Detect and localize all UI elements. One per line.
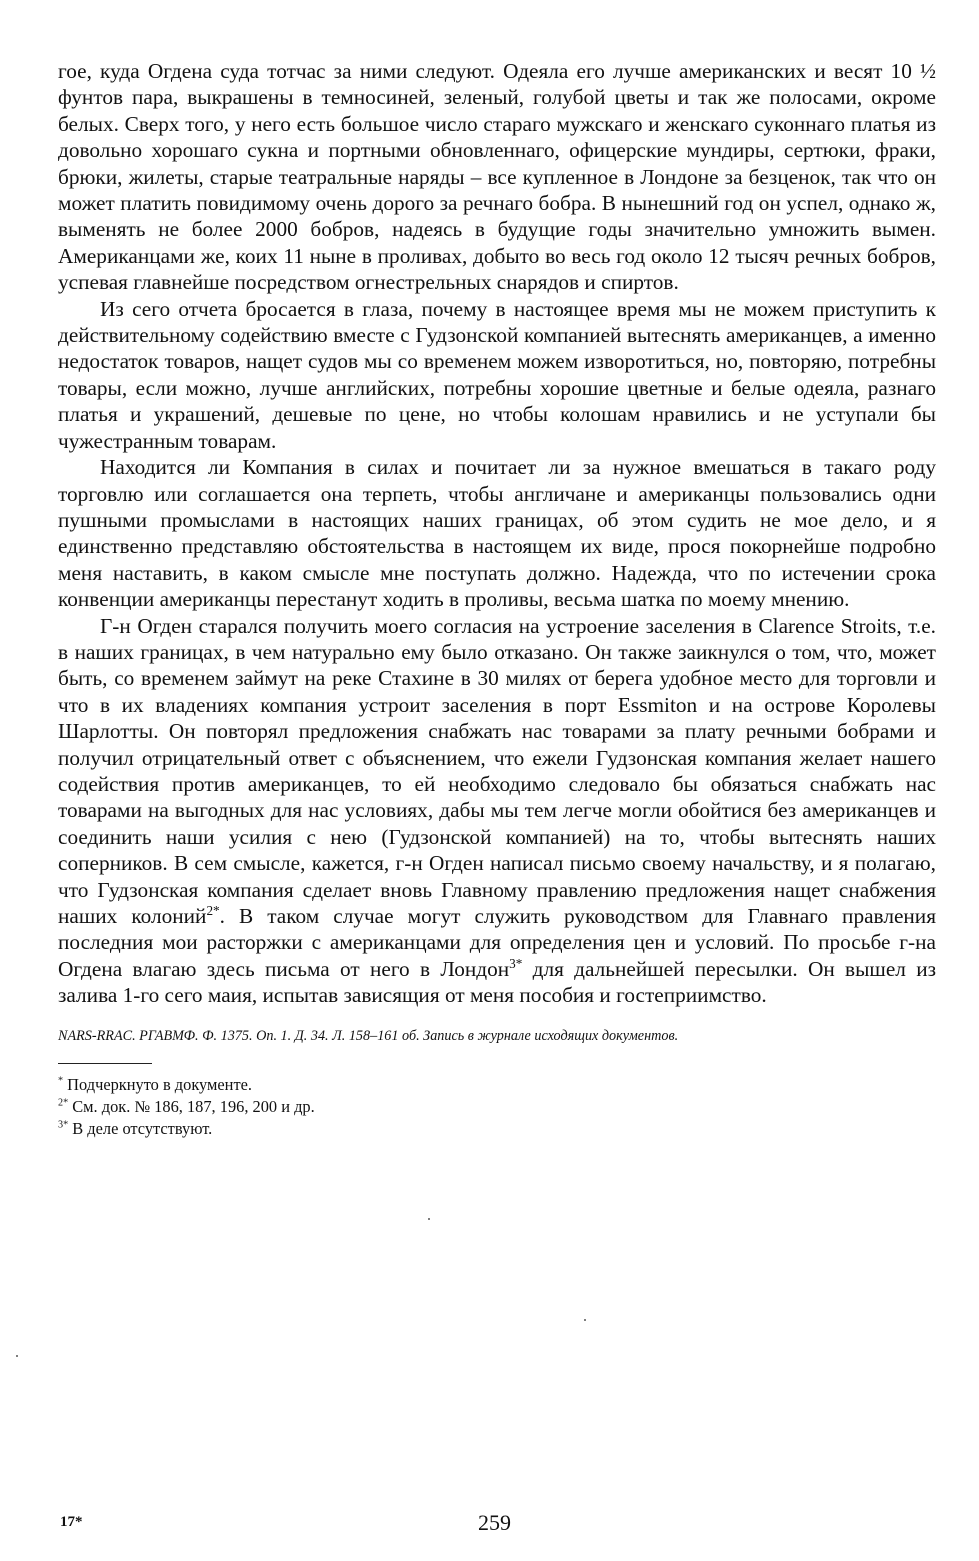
signature-mark: 17* (60, 1514, 83, 1530)
paragraph-3: Находится ли Компания в силах и почитает ли за нужное вмешаться в такаго роду торговлю или соглашается она терпеть, чтобы англичане и американцы пользовались одни пушными промыслами в настоящих наших границах, об этом судить не мое дело, и я единственно представляю обстоятельства в настоящем их виде, прося покорнейше подробно меня наставить, в каком смысле мне поступать должно. Надежда, что по истечении срока конвенции американцы перестанут ходить в проливы, весьма шатка по моему мнению. (58, 455, 936, 612)
scan-speck (16, 1355, 18, 1357)
scan-speck (428, 1218, 430, 1220)
paragraph-4-part-2: . В таком случае могут служить руководством для Главнаго правления последния мои расторжки с американцами для определения цен и условий. По просьбе г-на Огдена влагаю здесь письма от него в Лондон (58, 904, 936, 981)
footnote-mark: 2* (58, 1097, 69, 1109)
footnote-text: Подчеркнуто в документе. (63, 1074, 252, 1094)
footnote-3 (58, 1118, 936, 1140)
footnote-mark: * (58, 1075, 64, 1087)
footnote-divider (58, 1063, 152, 1064)
paragraph-4-part-1: Г-н Огден старался получить моего согласия на устроение заселения в Clarence Stroits, т.е. в наших границах, в чем натурально ему было отказано. Он также заикнулся о том, что, может быть, со временем займут на реке Стахине в 30 милях от берега удобное место для торговли и что в их владениях компания устроит заселения в порт Essmiton и на острове Королевы Шарлотты. Он повторял предложения снабжать нас товарами за плату речными бобрами и получил отрицательный ответ с объяснением, что ежели Гудзонская компания желает нашего содействия против американцев, то ей необходимо следовало бы обязаться снабжать нас товарами на выгодных для нас условиях, дабы мы тем легче могли обойтися без американцев и соединить наши усилия с нею (Гудзонской компанией) на то, чтобы вытеснять наших соперников. В сем смысле, кажется, г-н Огден написал письмо своему начальству, и я полагаю, что Гудзонская компания сделает вновь Главному правлению предложения нащет снабжения наших колоний (58, 613, 936, 928)
footnote-text: В деле отсутствуют. (68, 1118, 213, 1138)
archival-source-note: NARS-RRAC. РГАВМФ. Ф. 1375. Оп. 1. Д. 34. Л. 158–161 об. Запись в журнале исходящих документов. (58, 1027, 679, 1044)
paragraph-2: Из сего отчета бросается в глаза, почему в настоящее время мы не можем приступить к действительному содействию вместе с Гудзонской компанией вытеснять американцев, а именно недостаток товаров, нащет судов мы со временем можем изворотиться, но, повторяю, потребны товары, если можно, лучше английских, потребны хорошие цветные и белые одеяла, разнаго платья и украшений, дешевые по цене, но чтобы колошам нравились и не уступали бы чужестранным товарам. (58, 296, 936, 453)
footnotes (58, 1074, 936, 1140)
paragraph-4-part-3: для дальнейшей пересылки. Он вышел из залива 1-го сего маия, испытав зависящия от меня пособия и гостеприимство. (58, 956, 936, 1008)
page-number: 259 (478, 1510, 511, 1535)
paragraph-4 (58, 613, 936, 1009)
footnote-mark: 3* (58, 1119, 69, 1131)
footnote-ref-3: 3* (509, 955, 523, 971)
document-page (58, 58, 936, 1140)
footnote-ref-2: 2* (206, 902, 220, 918)
footnote-2 (58, 1096, 936, 1118)
footnote-1 (58, 1074, 936, 1096)
footnote-text: См. док. № 186, 187, 196, 200 и др. (68, 1096, 315, 1116)
paragraph-1: гое, куда Огдена суда тотчас за ними следуют. Одеяла его лучше американских и весят 10 ½ фунтов пара, выкрашены в темносиней, зеленый, голубой цветы и так же полосами, окроме белых. Сверх того, у него есть большое число стараго мужскаго и женскаго суконнаго платья из довольно хорошаго сукна и портными обновленнаго, офицерские мундиры, сертюки, фраки, брюки, жилеты, старые театральные наряды – все купленное в Лондоне за безценок, так что он может платить повидимому очень дорого за речнаго бобра. В нынешний год он успел, однако ж, выменять не более 2000 бобров, надеясь в будущие годы значительно умножить вымен. Американцами же, коих 11 ныне в проливах, добыто во весь год около 12 тысяч речных бобров, успевая главнейше посредством огнестрельных снарядов и спиртов. (58, 59, 936, 295)
scan-speck (584, 1319, 586, 1321)
